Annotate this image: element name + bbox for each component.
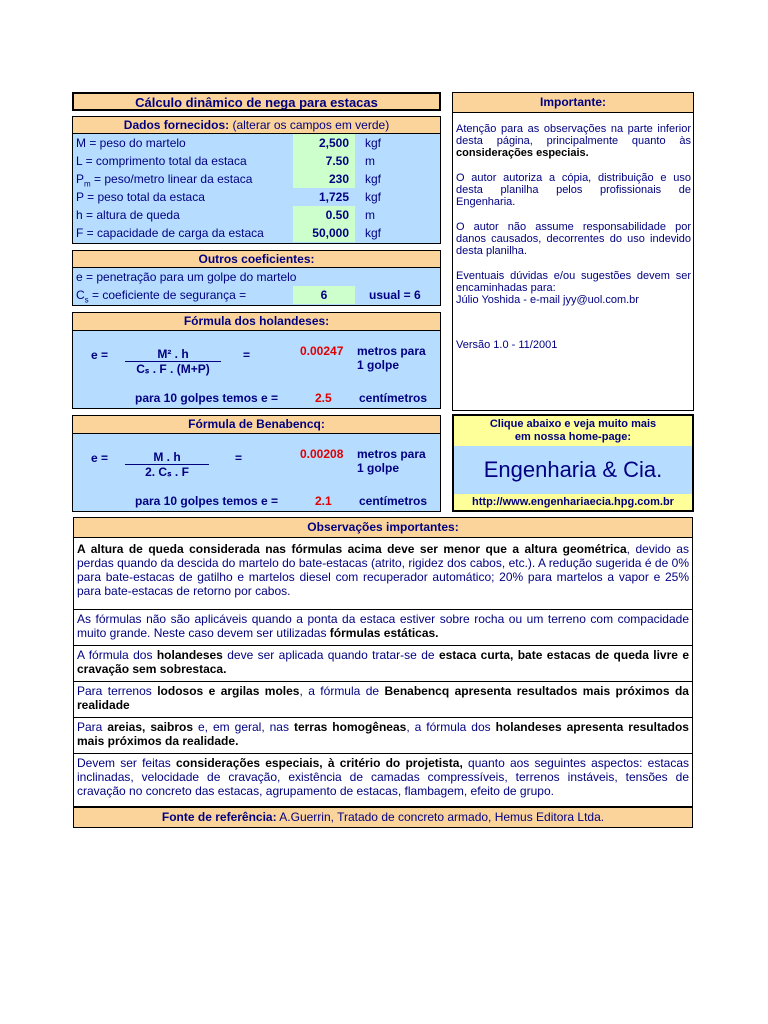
result-unit: metros para 1 golpe bbox=[357, 344, 426, 372]
dados-header-title: Dados fornecidos: bbox=[123, 118, 230, 132]
usual-label: usual = 6 bbox=[369, 288, 421, 302]
holandeses-header: Fórmula dos holandeses: bbox=[72, 312, 441, 331]
benabencq-panel bbox=[72, 434, 441, 512]
dados-unit: kgf bbox=[365, 226, 382, 240]
outros-row bbox=[73, 286, 440, 304]
e-label: e = bbox=[91, 451, 109, 465]
importante-p3: O autor não assume responsabilidade por danos causados, decorrentes do uso indevido desta planilha. bbox=[456, 221, 691, 257]
dados-panel bbox=[72, 134, 441, 244]
fraction-numerator: M² . h bbox=[125, 347, 221, 362]
result-unit: metros para 1 golpe bbox=[357, 447, 426, 475]
ten-blows-value: 2.5 bbox=[315, 391, 332, 405]
fraction-numerator: M . h bbox=[125, 450, 209, 465]
importante-p1: Atenção para as observações na parte inferior desta página, principalmente quanto às considerações especiais. bbox=[456, 123, 691, 159]
observacao-item: As fórmulas não são aplicáveis quando a ponta da estaca estiver sobre rocha ou um terreno com compacidade muito grande. Neste caso devem ser utilizadas fórmulas estáticas. bbox=[73, 610, 693, 646]
dados-row bbox=[73, 134, 440, 152]
comprimento-input[interactable]: 7.50 bbox=[293, 152, 355, 170]
outros-label: e = penetração para um golpe do martelo bbox=[76, 270, 297, 284]
dados-label: P = peso total da estaca bbox=[76, 190, 205, 204]
equals-sign: = bbox=[243, 348, 251, 362]
dados-row bbox=[73, 224, 440, 242]
outros-header: Outros coeficientes: bbox=[72, 250, 441, 268]
fraction-denominator: 2. Cₛ . F bbox=[145, 465, 189, 479]
observacao-item: Para areias, saibros e, em geral, nas terras homogêneas, a fórmula dos holandeses apresenta resultados mais próximos da realidade. bbox=[73, 718, 693, 754]
dados-label: M = peso do martelo bbox=[76, 136, 186, 150]
dados-unit: kgf bbox=[365, 172, 382, 186]
dados-label: F = capacidade de carga da estaca bbox=[76, 226, 264, 240]
promo-panel bbox=[452, 414, 694, 512]
e-label: e = bbox=[91, 348, 109, 362]
fonte-referencia bbox=[73, 807, 693, 828]
peso-martelo-input[interactable]: 2,500 bbox=[293, 134, 355, 152]
benabencq-result: 0.00208 bbox=[300, 447, 344, 461]
ten-blows-unit: centímetros bbox=[359, 391, 428, 405]
dados-header-note: (alterar os campos em verde) bbox=[229, 118, 390, 132]
equals-sign: = bbox=[235, 451, 243, 465]
promo-caption: Clique abaixo e veja muito mais em nossa home-page: bbox=[489, 418, 657, 443]
dados-label: h = altura de queda bbox=[76, 208, 180, 222]
observacao-item: Devem ser feitas considerações especiais, à critério do projetista, quanto aos seguintes aspectos: estacas inclinadas, velocidade de cravação, existência de camadas compressíveis, terrenos instáveis, tensões de cravação no concreto das estacas, agrupamento de estacas, flambagem, efeito de grupo. bbox=[73, 754, 693, 807]
dados-unit: kgf bbox=[365, 136, 382, 150]
ten-blows-label: para 10 golpes temos e = bbox=[135, 494, 279, 508]
outros-label: $C_s$ = coeficiente de segurança = bbox=[76, 288, 247, 305]
importante-p4: Eventuais dúvidas e/ou sugestões devem ser encaminhadas para: Júlio Yoshida - e-mail jyy@uol.com.br bbox=[456, 270, 691, 306]
altura-queda-input[interactable]: 0.50 bbox=[293, 206, 355, 224]
holandeses-panel bbox=[72, 331, 441, 409]
coef-seguranca-input[interactable]: 6 bbox=[293, 286, 355, 304]
observacao-item: A altura de queda considerada nas fórmulas acima deve ser menor que a altura geométrica, devido as perdas quando da descida do martelo do bate-estacas (atrito, rigidez dos cabos, etc.). A redução sugerida é de 0% para bate-estacas de gatilho e martelos diesel com recuperador automático; 20% para martelos a vapor e 25% para bate-estacas de retorno por cabos. bbox=[73, 538, 693, 610]
outros-row bbox=[73, 268, 440, 286]
dados-row bbox=[73, 152, 440, 170]
benabencq-fraction bbox=[125, 450, 209, 479]
ten-blows-unit: centímetros bbox=[359, 494, 428, 508]
observacao-item: A fórmula dos holandeses deve ser aplicada quando tratar-se de estaca curta, bate estacas de queda livre e cravação sem sobrestaca. bbox=[73, 646, 693, 682]
dados-row bbox=[73, 206, 440, 224]
brand-link[interactable]: Engenharia & Cia. bbox=[454, 446, 692, 494]
importante-panel bbox=[452, 113, 694, 411]
dados-row bbox=[73, 170, 440, 188]
holandeses-fraction bbox=[125, 347, 221, 376]
importante-p2: O autor autoriza a cópia, distribuição e uso desta planilha pelos profissionais de Engenharia. bbox=[456, 172, 691, 208]
benabencq-header: Fórmula de Benabencq: bbox=[72, 415, 441, 434]
ten-blows-label: para 10 golpes temos e = bbox=[135, 391, 279, 405]
importante-header: Importante: bbox=[452, 92, 694, 113]
dados-label: L = comprimento total da estaca bbox=[76, 154, 247, 168]
peso-metro-input[interactable]: 230 bbox=[293, 170, 355, 188]
capacidade-carga-input[interactable]: 50,000 bbox=[293, 224, 355, 242]
dados-unit: m bbox=[365, 208, 375, 222]
fonte-label: Fonte de referência: bbox=[161, 810, 277, 824]
page-title: Cálculo dinâmico de nega para estacas bbox=[72, 92, 441, 111]
fraction-denominator: Cₛ . F . (M+P) bbox=[136, 362, 210, 376]
dados-unit: kgf bbox=[365, 190, 382, 204]
dados-row bbox=[73, 188, 440, 206]
outros-panel bbox=[72, 268, 441, 306]
observacoes-header: Observações importantes: bbox=[73, 517, 693, 538]
ten-blows-value: 2.1 bbox=[315, 494, 332, 508]
dados-header bbox=[72, 116, 441, 134]
observacao-item: Para terrenos lodosos e argilas moles, a fórmula de Benabencq apresenta resultados mais próximos da realidade bbox=[73, 682, 693, 718]
fonte-text: A.Guerrin, Tratado de concreto armado, Hemus Editora Ltda. bbox=[276, 810, 605, 824]
dados-label: $P_m$ = peso/metro linear da estaca bbox=[76, 172, 253, 189]
homepage-link[interactable]: http://www.engenhariaecia.hpg.com.br bbox=[472, 496, 674, 508]
version-text: Versão 1.0 - 11/2001 bbox=[456, 339, 558, 351]
holandeses-result: 0.00247 bbox=[300, 344, 344, 358]
dados-unit: m bbox=[365, 154, 375, 168]
peso-total-value: 1,725 bbox=[318, 190, 349, 204]
